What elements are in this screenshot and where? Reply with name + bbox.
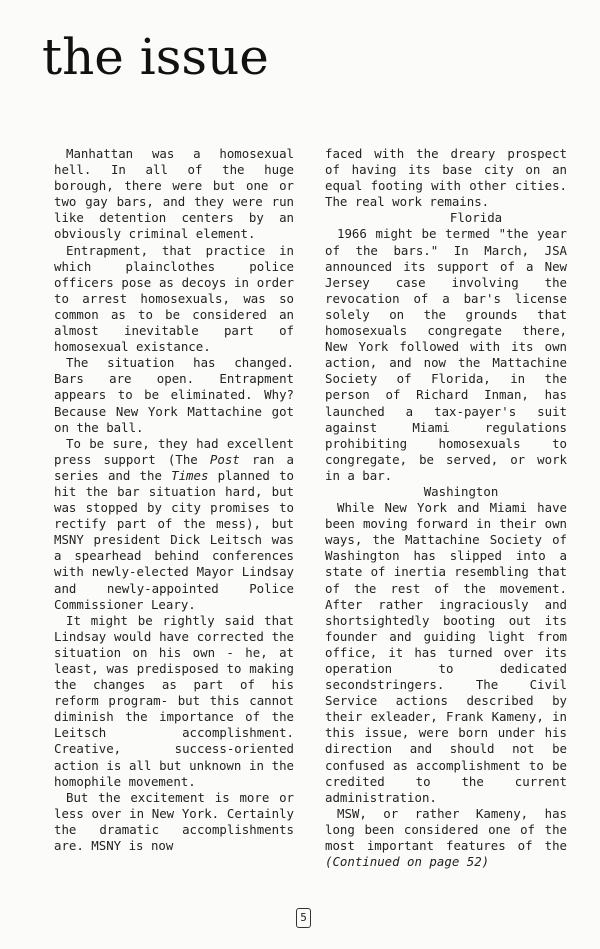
paragraph: Entrapment, that practice in which plainclothes police officers pose as decoys in order to arrest homosexuals, was so common as to be considered an almost inevitable part of homosexual existance. <box>54 242 294 355</box>
paragraph-text: planned to hit the bar situation hard, but was stopped by city promises to rectify part of the mess), but MSNY president Dick Leitsch was a spearhead behind conferences with newly-elected Mayor Lindsay and newly-appointed Police Commissioner Leary. <box>54 467 294 612</box>
paragraph <box>325 806 567 870</box>
paragraph: While New York and Miami have been moving forward in their own ways, the Mattachine Society of Washington has slipped into a state of inertia resembling that of the rest of the movement. After rather ingraciously and shortsightedly booting out its founder and guiding light from office, it has turned over its operation to dedicated secondstringers. The Civil Service actions described by their exleader, Frank Kameny, in this issue, were born under his direction and should not be confused as accomplishment to be credited to the current administration. <box>325 500 567 805</box>
page-number: 5 <box>296 908 311 928</box>
right-column <box>325 146 567 870</box>
page-title: the issue <box>42 28 269 86</box>
section-heading-florida: Florida <box>449 210 503 226</box>
newspaper-name-times: Times <box>171 467 209 483</box>
section-heading-washington: Washington <box>423 483 499 499</box>
paragraph-text: MSW, or rather Kameny, has long been considered one of the most important features of the <box>325 805 567 854</box>
paragraph: But the excitement is more or less over in New York. Certainly the dramatic accomplishments are. MSNY is now <box>54 789 294 854</box>
paragraph: Manhattan was a homosexual hell. In all of the huge borough, there were but one or two gay bars, and they were run like detention centers by an obviously criminal element. <box>54 146 294 242</box>
continuation-note: (Continued on page 52) <box>325 854 490 870</box>
paragraph: 1966 might be termed "the year of the bars." In March, JSA announced its support of a New Jersey case involving the revocation of a bar's license solely on the grounds that homosexuals congregate there, New York followed with its own action, and now the Mattachine Society of Florida, in the person of Richard Inman, has launched a tax-payer's suit against Miami regulations prohibiting homosexuals to congregate, be served, or work in a bar. <box>325 226 567 483</box>
paragraph-text: To be sure, they had excellent press support (The <box>54 435 294 467</box>
paragraph <box>54 436 294 613</box>
paragraph-text: ran a series and the <box>54 451 294 483</box>
paragraph: It might be rightly said that Lindsay would have corrected the situation on his own - he, at least, was predisposed to making the changes as part of his reform program- but this cannot diminish the importance of the Leitsch accomplishment. Creative, success-oriented action is all but unknown in the homophile movement. <box>54 612 294 789</box>
left-column <box>54 146 294 854</box>
paragraph: faced with the dreary prospect of having its base city on an equal footing with other cities. The real work remains. <box>325 146 567 210</box>
newspaper-name-post: Post <box>209 451 240 467</box>
paragraph: The situation has changed. Bars are open. Entrapment appears to be eliminated. Why? Because New York Mattachine got on the ball. <box>54 355 294 435</box>
